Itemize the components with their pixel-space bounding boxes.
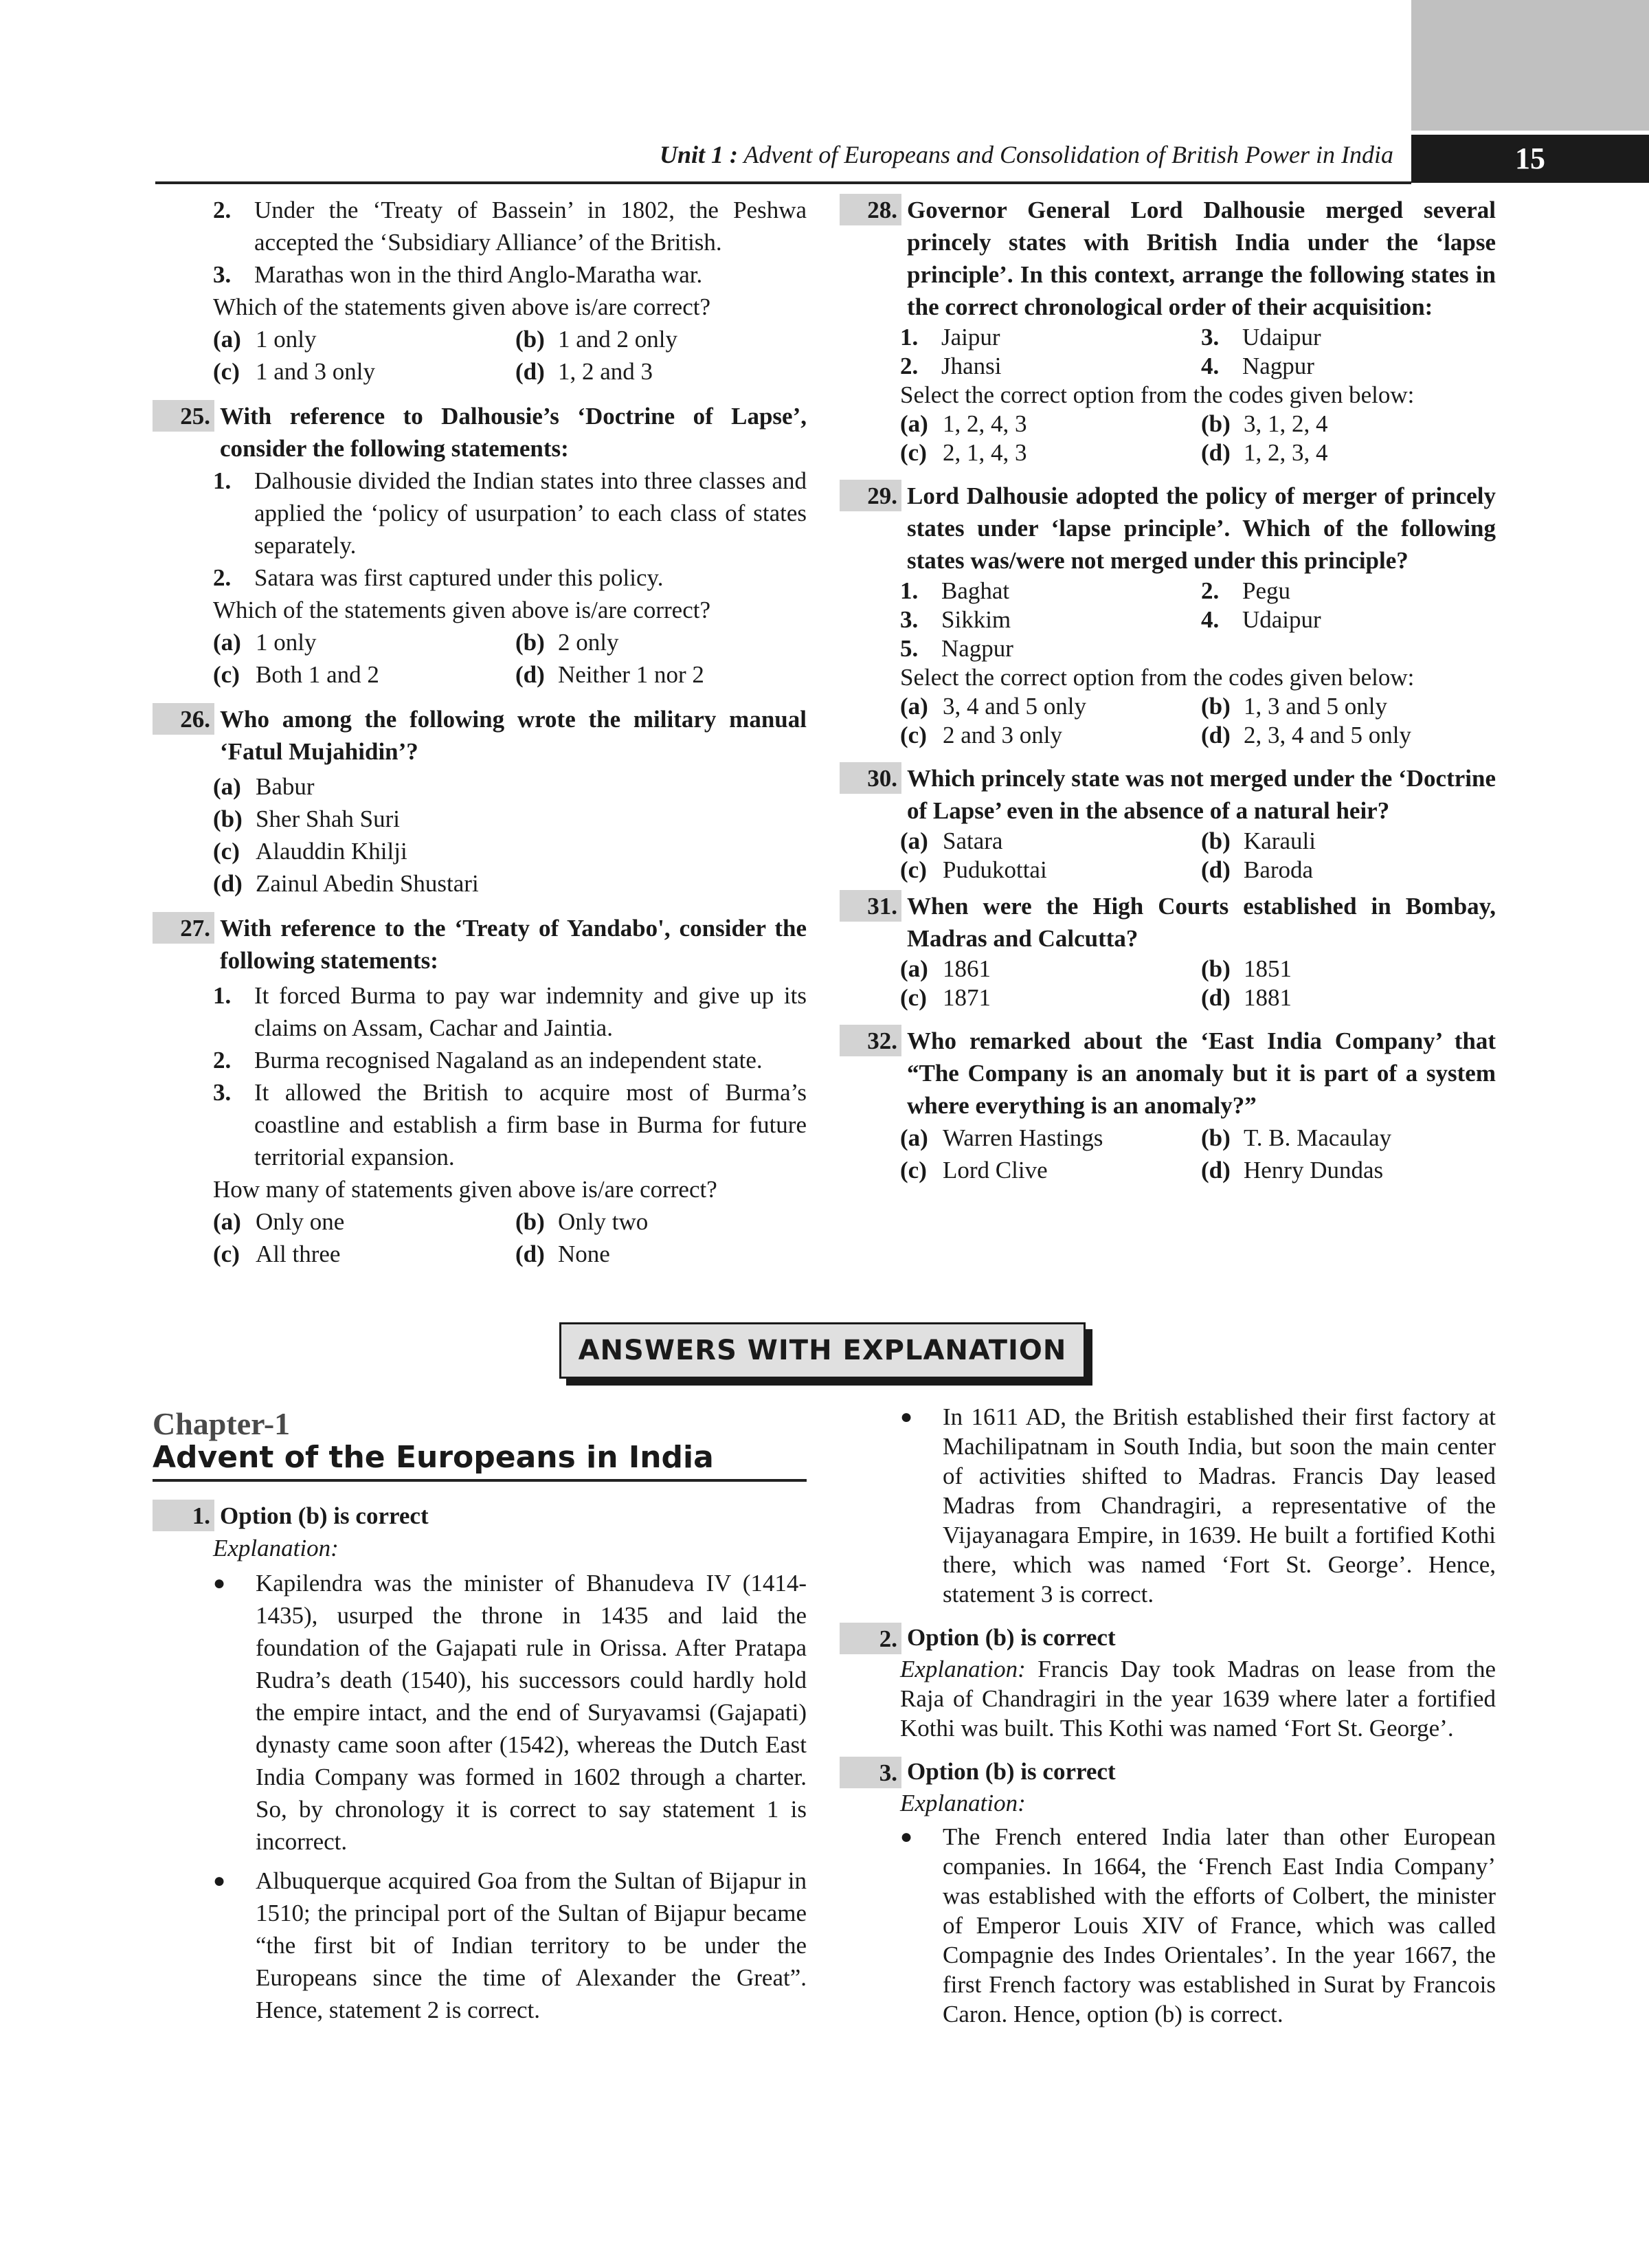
option-a: (a) 1861 [900, 955, 991, 982]
answer-number: 3. [840, 1757, 901, 1788]
option-b: (b) T. B. Macaulay [1201, 1124, 1392, 1151]
option-d: (d) 1, 2, 3, 4 [1201, 439, 1328, 466]
option-a: (a) Babur [213, 773, 315, 800]
unit-title: Advent of Europeans and Consolidation of British Power in India [738, 141, 1393, 168]
statement: 2. Burma recognised Nagaland as an independent state. [213, 1047, 763, 1074]
answer-2 [840, 1623, 1496, 1654]
option-a: (a) Only one [213, 1208, 345, 1235]
answers-banner: ANSWERS WITH EXPLANATION [559, 1322, 1086, 1379]
option-d: (d) 1881 [1201, 984, 1292, 1011]
question-text: With reference to the ‘Treaty of Yandabo', consider the following statements: [220, 915, 807, 974]
unit-label: Unit 1 : [660, 141, 739, 168]
answers-left-column [153, 1408, 807, 2026]
options [153, 626, 807, 691]
option-a: (a) Satara [900, 827, 1003, 854]
option-b: (b) 3, 1, 2, 4 [1201, 410, 1328, 437]
header-rule [155, 181, 1411, 184]
answer-1 [153, 1500, 807, 1532]
statement: 3. It allowed the British to acquire most of Burma’s coastline and establish a firm base in Burma for future territorial expansion. [213, 1079, 807, 1170]
question-30 [840, 762, 1496, 827]
option-c: (c) 2 and 3 only [900, 722, 1063, 748]
bullet-icon: ● [213, 1572, 226, 1594]
option-c: (c) 2, 1, 4, 3 [900, 439, 1027, 466]
option-c: (c) 1871 [900, 984, 991, 1011]
statement-list: 1. Baghat 2. Pegu 3. Sikkim 4. Udaipur 5. Nagpur [900, 577, 1321, 662]
option-c: (c) 1 and 3 only [213, 358, 376, 385]
question-number: 29. [840, 480, 901, 511]
option-b: (b) Only two [515, 1208, 649, 1235]
option-c: (c) Both 1 and 2 [213, 661, 379, 688]
explanation-label: Explanation: [900, 1790, 1026, 1816]
statement: 1. Dalhousie divided the Indian states into three classes and applied the ‘policy of usurpation’ to each class of states separately. [213, 467, 807, 559]
answer-text: Option (b) is correct [220, 1502, 429, 1529]
running-header [206, 140, 1393, 169]
question-text: Which princely state was not merged under the ‘Doctrine of Lapse’ even in the absence of a natural heir? [907, 765, 1496, 824]
question-number: 28. [840, 194, 901, 225]
statement: 2. Under the ‘Treaty of Bassein’ in 1802, the Peshwa accepted the ‘Subsidiary Alliance’ of the British. [213, 197, 807, 256]
option-d: (d) 2, 3, 4 and 5 only [1201, 722, 1412, 748]
question-31 [840, 890, 1496, 955]
question-prompt: Select the correct option from the codes given below: [900, 381, 1415, 408]
options [840, 1122, 1496, 1186]
option-c: (c) Lord Clive [900, 1157, 1048, 1183]
question-27 [153, 912, 807, 977]
answer-text: Option (b) is correct [907, 1758, 1116, 1785]
explanation-bullet: ● Kapilendra was the minister of Bhanudeva IV (1414-1435), usurped the throne in 1435 and laid the foundation of the Gajapati rule in Orissa. After Pratapa Rudra’s death (1540), his successors could hardly hold the empire intact, and the end of Suryavamsi (Gajapati) dynasty came soon after (1542), whereas the Dutch East India Company was formed in 1602 through a charter. So, by chronology it is correct to say statement 1 is incorrect. [153, 1567, 807, 1858]
option-d: (d) Baroda [1201, 856, 1314, 883]
option-b: (b) Sher Shah Suri [213, 805, 400, 832]
option-d: (d) Zainul Abedin Shustari [213, 870, 479, 897]
option-a: (a) 1 only [213, 326, 317, 353]
explanation-bullet: ● In 1611 AD, the British established their first factory at Machilipatnam in South India, but soon the main center of activities shifted to Madras. Francis Day leased Madras from Chandragiri, a representative of the Vijayanagara Empire, in 1639. He built a fortified Kothi there, which was named ‘Fort St. George’. Hence, statement 3 is correct. [900, 1403, 1496, 1608]
question-number: 32. [840, 1025, 901, 1056]
option-c: (c) All three [213, 1241, 341, 1267]
right-column [840, 194, 1496, 1186]
statement: 3. Marathas won in the third Anglo-Maratha war. [213, 261, 703, 288]
option-a: (a) 1 only [213, 629, 317, 656]
question-text: Who among the following wrote the military manual ‘Fatul Mujahidin’? [220, 706, 807, 765]
option-b: (b) 1, 3 and 5 only [1201, 693, 1388, 720]
options [840, 692, 1496, 750]
page-number: 15 [1411, 135, 1649, 183]
answers-right-column [840, 1402, 1496, 2029]
options [840, 827, 1496, 885]
question-32 [840, 1025, 1496, 1122]
option-c: (c) Pudukottai [900, 856, 1047, 883]
question-text: Governor General Lord Dalhousie merged several princely states with British India under the ‘lapse principle’. In this context, arrange the following states in the correct chronological order of their acquisition: [907, 197, 1496, 320]
answer-text: Option (b) is correct [907, 1624, 1116, 1651]
question-number: 27. [153, 912, 214, 944]
bullet-icon: ● [900, 1825, 913, 1848]
options [840, 955, 1496, 1012]
question-number: 25. [153, 400, 214, 432]
question-prompt: Which of the statements given above is/are correct? [213, 293, 710, 320]
answer-number: 1. [153, 1500, 214, 1531]
option-b: (b) 1 and 2 only [515, 326, 678, 353]
explanation-bullet: ● The French entered India later than other European companies. In 1664, the ‘French East India Company’ was established with the efforts of Colbert, the minister of Emperor Louis XIV of France, which was called Compagnie des Indes Orientales’. In the year 1667, the first French factory was established in Surat by Francois Caron. Hence, option (b) is correct. [900, 1823, 1496, 2027]
question-prompt: Select the correct option from the codes given below: [900, 664, 1415, 691]
question-text: Who remarked about the ‘East India Company’ that “The Company is an anomaly but it is part of a system where everything is an anomaly?” [907, 1027, 1496, 1119]
option-d: (d) 1, 2 and 3 [515, 358, 653, 385]
chapter-title: Advent of the Europeans in India [153, 1441, 807, 1482]
chapter-label: Chapter-1 [153, 1406, 291, 1441]
option-d: (d) Neither 1 nor 2 [515, 661, 704, 688]
option-b: (b) Karauli [1201, 827, 1316, 854]
option-a: (a) Warren Hastings [900, 1124, 1103, 1151]
option-a: (a) 3, 4 and 5 only [900, 693, 1087, 720]
option-d: (d) Henry Dundas [1201, 1157, 1384, 1183]
explanation-bullet: ● Albuquerque acquired Goa from the Sultan of Bijapur in 1510; the principal port of the Sultan of Bijapur became “the first bit of Indian territory to be under the Europeans since the time of Alexander the Great”. Hence, statement 2 is correct. [153, 1865, 807, 2026]
answer-number: 2. [840, 1623, 901, 1654]
bullet-icon: ● [900, 1405, 913, 1428]
question-26 [153, 703, 807, 768]
question-text: When were the High Courts established in Bombay, Madras and Calcutta? [907, 893, 1496, 952]
question-prompt: Which of the statements given above is/are correct? [213, 597, 710, 623]
question-number: 30. [840, 762, 901, 794]
question-number: 26. [153, 703, 214, 735]
statement: 2. Satara was first captured under this policy. [213, 564, 664, 591]
explanation-text: Explanation: Francis Day took Madras on lease from the Raja of Chandragiri in the year 1639 where later a fortified Kothi was built. This Kothi was named ‘Fort St. George’. [900, 1656, 1496, 1742]
question-prompt: How many of statements given above is/are correct? [213, 1176, 717, 1203]
question-29 [840, 480, 1496, 577]
statement: 1. It forced Burma to pay war indemnity and give up its claims on Assam, Cachar and Jaintia. [213, 982, 807, 1041]
options [153, 1205, 807, 1270]
option-b: (b) 2 only [515, 629, 619, 656]
option-b: (b) 1851 [1201, 955, 1292, 982]
options [153, 323, 807, 388]
option-d: (d) None [515, 1241, 610, 1267]
question-25 [153, 400, 807, 465]
corner-tab [1411, 0, 1649, 131]
question-number: 31. [840, 890, 901, 922]
options [840, 410, 1496, 467]
answer-3 [840, 1757, 1496, 1788]
left-column [153, 194, 807, 1270]
explanation-label: Explanation: [213, 1535, 339, 1561]
question-text: Lord Dalhousie adopted the policy of merger of princely states under ‘lapse principle’. Which of the following states was/were not merged under this principle? [907, 482, 1496, 574]
option-a: (a) 1, 2, 4, 3 [900, 410, 1027, 437]
bullet-icon: ● [213, 1869, 226, 1892]
statement-list: 1. Jaipur 3. Udaipur 2. Jhansi 4. Nagpur [900, 324, 1321, 379]
question-28 [840, 194, 1496, 323]
question-text: With reference to Dalhousie’s ‘Doctrine of Lapse’, consider the following statements: [220, 403, 807, 462]
option-c: (c) Alauddin Khilji [213, 838, 407, 865]
